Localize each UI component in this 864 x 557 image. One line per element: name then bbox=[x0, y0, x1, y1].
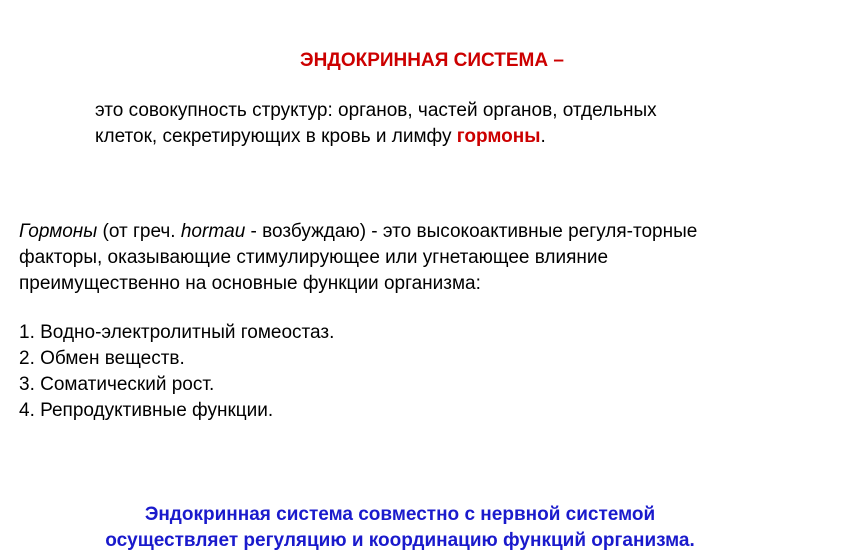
hormones-origin-open: (от греч. bbox=[97, 221, 181, 242]
list-item: 4. Репродуктивные функции. bbox=[19, 400, 274, 421]
summary-paragraph bbox=[0, 502, 800, 554]
hormones-term: Гормоны bbox=[19, 221, 98, 242]
functions-list bbox=[19, 320, 619, 424]
hormones-origin-rest: - возбуждаю) - это высокоактивные регуля-торные bbox=[245, 221, 698, 242]
definition-line: это совокупность структур: органов, частей органов, отдельных bbox=[95, 100, 657, 121]
summary-line: Эндокринная система совместно с нервной системой bbox=[144, 504, 656, 525]
hormones-paragraph bbox=[19, 219, 849, 297]
list-item: 1. Водно-электролитный гомеостаз. bbox=[19, 322, 335, 343]
definition-text: клеток, секретирующих в кровь и лимфу bbox=[95, 126, 457, 147]
definition-line bbox=[95, 124, 815, 150]
hormones-highlight: гормоны bbox=[456, 126, 541, 147]
definition-period: . bbox=[540, 126, 546, 147]
list-item: 3. Соматический рост. bbox=[19, 374, 215, 395]
summary-line: осуществляет регуляцию и координацию функций организма. bbox=[105, 530, 695, 551]
definition-paragraph bbox=[95, 98, 815, 150]
hormones-line: преимущественно на основные функции организма: bbox=[19, 273, 481, 294]
greek-word: hormau bbox=[180, 221, 246, 242]
list-item: 2. Обмен веществ. bbox=[19, 348, 185, 369]
hormones-line bbox=[19, 219, 849, 245]
page-title: ЭНДОКРИННАЯ СИСТЕМА – bbox=[300, 50, 564, 71]
hormones-line: факторы, оказывающие стимулирующее или угнетающее влияние bbox=[19, 247, 609, 268]
